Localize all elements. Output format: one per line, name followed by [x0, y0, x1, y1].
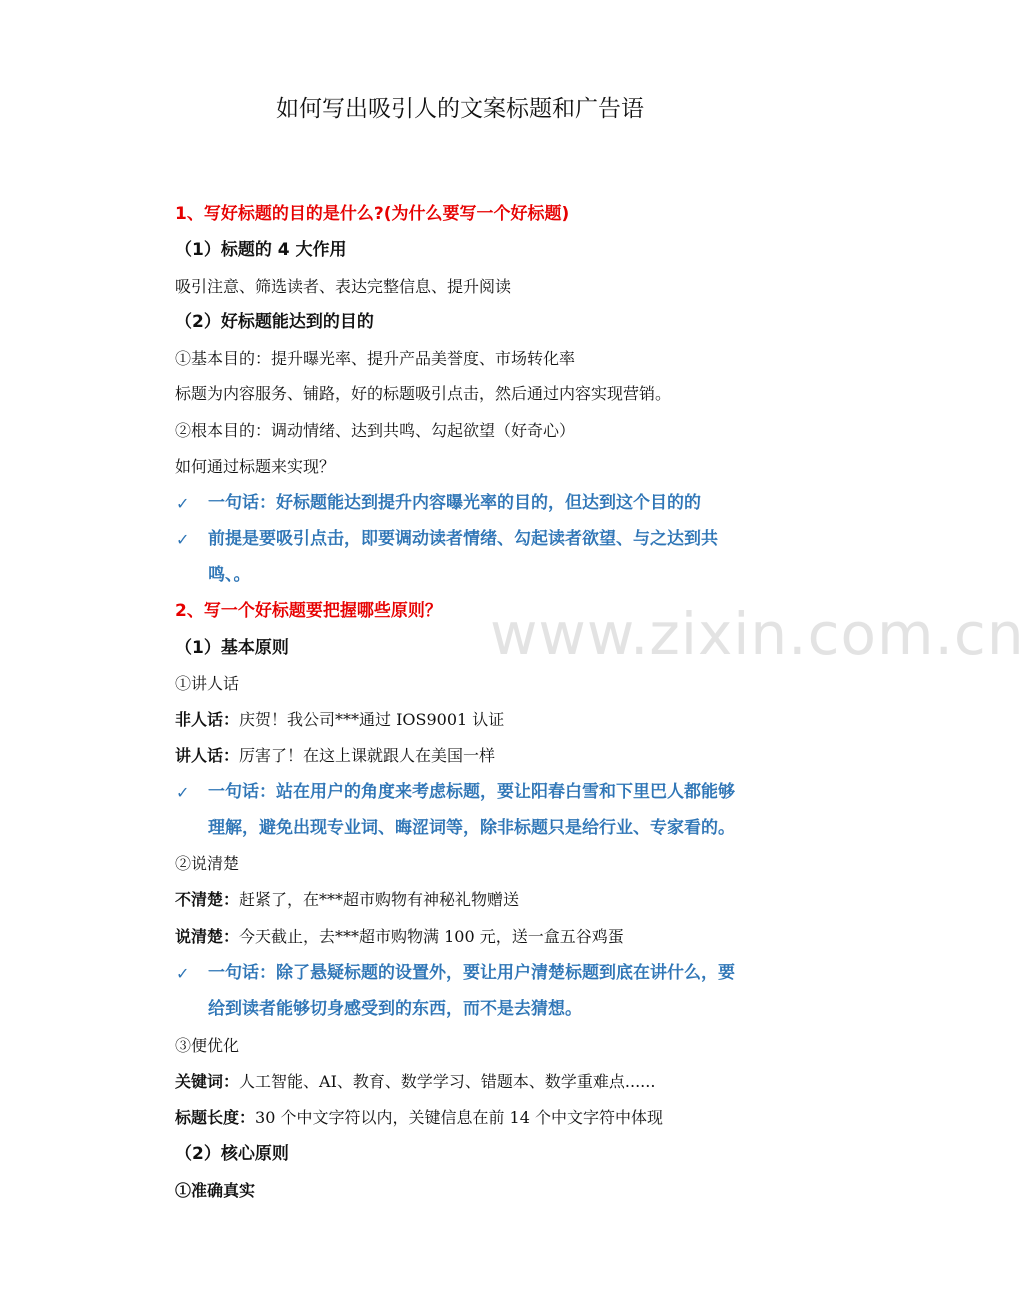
section-1-heading: 1、写好标题的目的是什么?(为什么要写一个好标题): [175, 204, 570, 224]
title-length-line: [175, 1110, 663, 1126]
paragraph-basic-goal-detail: 标题为内容服务、铺路，好的标题吸引点击，然后通过内容实现营销。: [175, 384, 672, 403]
subheading-title-goals: （2）好标题能达到的目的: [175, 312, 374, 332]
paragraph-root-goal: ②根本目的：调动情绪、达到共鸣、勾起欲望（好奇心）: [175, 421, 576, 440]
bullet-principle-1-line1: 一句话：站在用户的角度来考虑标题，要让阳春白雪和下里巴人都能够: [208, 782, 735, 802]
bullet-summary-2-line1: 前提是要吸引点击，即要调动读者情绪、勾起读者欲望、与之达到共: [208, 529, 718, 549]
principle-optimize: ③便优化: [175, 1036, 240, 1055]
bullet-principle-2-line1: 一句话：除了悬疑标题的设置外，要让用户清楚标题到底在讲什么，要: [208, 963, 735, 983]
bullet-principle-1-line2: 理解，避免出现专业词、晦涩词等，除非标题只是给行业、专家看的。: [208, 818, 735, 838]
example-label: 非人话：: [175, 710, 240, 729]
paragraph-how: 如何通过标题来实现？: [175, 457, 336, 476]
example-text: 今天截止，去***超市购物满 100 元，送一盒五谷鸡蛋: [239, 927, 624, 946]
subheading-basic-principles: （1）基本原则: [175, 638, 289, 658]
subheading-title-functions: （1）标题的 4 大作用: [175, 240, 347, 260]
principle-accurate: ①准确真实: [175, 1181, 256, 1200]
checkmark-icon: ✓: [176, 783, 190, 802]
example-good-2: [175, 929, 624, 945]
watermark: www.zixin.com.cn: [490, 600, 1025, 668]
bullet-summary-1: 一句话：好标题能达到提升内容曝光率的目的，但达到这个目的的: [208, 493, 701, 513]
paragraph-basic-goal: ①基本目的：提升曝光率、提升产品美誉度、市场转化率: [175, 349, 576, 368]
example-label: 说清楚：: [175, 927, 240, 946]
example-text: 赶紧了，在***超市购物有神秘礼物赠送: [239, 890, 520, 909]
subheading-core-principles: （2）核心原则: [175, 1144, 289, 1164]
principle-be-clear: ②说清楚: [175, 854, 240, 873]
checkmark-icon: ✓: [176, 494, 190, 513]
example-label: 讲人话：: [175, 746, 240, 765]
example-text: 庆贺！我公司***通过 IOS9001 认证: [239, 710, 505, 729]
example-bad-1: [175, 712, 504, 728]
principle-speak-plainly: ①讲人话: [175, 674, 240, 693]
example-label: 不清楚：: [175, 890, 240, 909]
paragraph-functions: 吸引注意、筛选读者、表达完整信息、提升阅读: [175, 277, 512, 296]
title-length-text: 30 个中文字符以内，关键信息在前 14 个中文字符中体现: [255, 1108, 663, 1127]
bullet-summary-2-line2: 鸣、。: [208, 565, 251, 585]
title-length-label: 标题长度：: [175, 1108, 256, 1127]
checkmark-icon: ✓: [176, 530, 190, 549]
example-bad-2: [175, 892, 519, 908]
keywords-line: [175, 1074, 655, 1090]
document-title: 如何写出吸引人的文案标题和广告语: [276, 96, 644, 122]
keywords-text: 人工智能、AI、教育、数学学习、错题本、数学重难点......: [239, 1072, 656, 1091]
example-good-1: [175, 748, 495, 764]
keywords-label: 关键词：: [175, 1072, 240, 1091]
checkmark-icon: ✓: [176, 964, 190, 983]
example-text: 厉害了！在这上课就跟人在美国一样: [239, 746, 496, 765]
section-2-heading: 2、写一个好标题要把握哪些原则？: [175, 601, 442, 621]
bullet-principle-2-line2: 给到读者能够切身感受到的东西，而不是去猜想。: [208, 999, 582, 1019]
